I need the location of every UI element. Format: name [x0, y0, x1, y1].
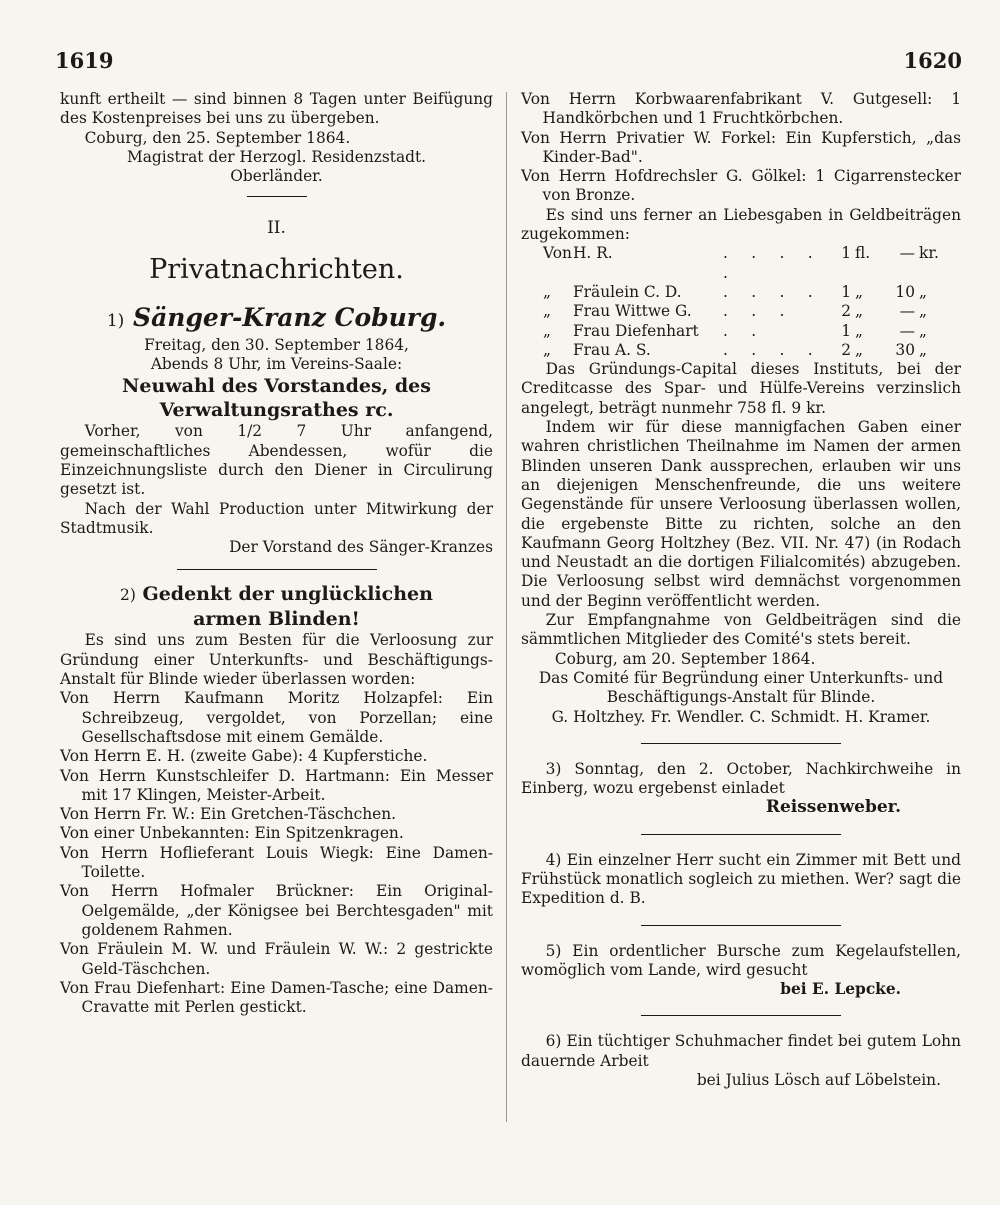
donation-dots: . .	[723, 321, 766, 340]
donation-kr: —	[899, 321, 915, 340]
left-column	[60, 90, 493, 1017]
section-title: Privatnachrichten.	[149, 253, 404, 285]
thanks-text: Indem wir für diese mannigfachen Gaben einer wahren christlichen Theilnahme im Namen der armen Blinden unseren Dank aussprechen, erlauben wir uns an diejenigen Menschenfreunde, die uns weitere Gegenstände für unsere Verloosung überlassen wollen, die ergebenste Bitte zu richten, solche an den Kaufmann Georg Holtzhey (Bez. VII. Nr. 47) (in Rodach und Neustadt an die dortigen Filialcomités) abzugeben. Die Verloosung selbst wird demnächst vorgenommen und der Beginn veröffentlicht werden.	[521, 418, 961, 610]
list-item: Von Herrn Fr. W.: Ein Gretchen-Täschchen.	[60, 805, 397, 824]
divider	[641, 834, 841, 835]
donation-kr-unit: „	[919, 302, 927, 321]
donation-name: Fräulein C. D.	[573, 282, 682, 301]
ad-text: Nach der Wahl Production unter Mitwirkung der Stadtmusik.	[60, 499, 493, 537]
notice-signature: Oberländer.	[230, 167, 323, 186]
short-divider	[247, 196, 307, 197]
column-divider	[506, 92, 507, 1122]
ad-text: 6) Ein tüchtiger Schuhmacher findet bei gutem Lohn dauernde Arbeit	[521, 1032, 961, 1070]
ad-signature: Der Vorstand des Sänger-Kranzes	[229, 538, 493, 557]
list-item: Von Herrn Kunstschleifer D. Hartmann: Ein Messer mit 17 Klingen, Meister-Arbeit.	[60, 766, 493, 804]
donation-dots: . . . .	[723, 282, 822, 301]
committee-name: Das Comité für Begründung einer Unterkunfts- und Beschäftigungs-Anstalt für Blinde.	[538, 668, 944, 707]
donation-row	[543, 302, 947, 321]
donation-name: Frau Wittwe G.	[573, 302, 692, 321]
ad-text: Vorher, von 1/2 7 Uhr anfangend, gemeinschaftliches Abendessen, wofür die Einzeichnungsliste durch den Diener in Circulirung gesetzt ist.	[60, 422, 493, 499]
donation-fl-unit: „	[855, 282, 863, 301]
notice-authority: Magistrat der Herzogl. Residenzstadt.	[126, 147, 427, 166]
donation-dots: . . . .	[723, 340, 822, 359]
ad-headline: armen Blinden!	[193, 608, 360, 631]
page-number-right: 1620	[903, 48, 962, 73]
ad-text: 5) Ein ordentlicher Bursche zum Kegelaufstellen, womöglich vom Lande, wird gesucht	[521, 941, 961, 979]
donation-name: H. R.	[573, 244, 613, 263]
donation-kr: 30	[895, 340, 915, 359]
ad-signature: bei Julius Lösch auf Löbelstein.	[696, 1071, 941, 1090]
divider	[177, 569, 377, 570]
donation-row	[543, 244, 947, 283]
donation-fl: 2	[841, 340, 851, 359]
donation-fl: 1	[841, 282, 851, 301]
ad-title: Sänger-Kranz Coburg.	[133, 302, 447, 332]
list-item: Von einer Unbekannten: Ein Spitzenkragen.	[60, 824, 404, 843]
donation-prefix: „	[543, 302, 551, 321]
donation-kr: —	[899, 302, 915, 321]
list-item: Von Herrn Privatier W. Forkel: Ein Kupferstich, „das Kinder-Bad".	[521, 128, 961, 166]
section-number: II.	[267, 218, 286, 239]
donation-prefix: Von	[543, 244, 572, 263]
list-item: Von Herrn Hofdrechsler G. Gölkel: 1 Cigarrenstecker von Bronze.	[521, 167, 961, 205]
donation-kr-unit: „	[919, 321, 927, 340]
donation-kr: 10	[895, 282, 915, 301]
notice-continuation: kunft ertheilt — sind binnen 8 Tagen unter Beifügung des Kostenpreises bei uns zu übergeben.	[60, 90, 493, 128]
ad-kegelaufsteller	[521, 942, 961, 1000]
list-item: Von Herrn Hoflieferant Louis Wiegk: Eine Damen-Toilette.	[60, 843, 493, 882]
ad-signature: bei E. Lepcke.	[780, 980, 901, 999]
ad-text: 3) Sonntag, den 2. October, Nachkirchweihe in Einberg, wozu ergebenst einladet	[521, 759, 961, 798]
ad-text: 4) Ein einzelner Herr sucht ein Zimmer mit Bett und Frühstück monatlich sogleich zu miethen. Wer? sagt die Expedition d. B.	[521, 850, 961, 908]
list-item: Von Herrn Hofmaler Brückner: Ein Original-Oelgemälde, „der Königsee bei Berchtesgaden" mit goldenem Rahmen.	[60, 882, 493, 939]
list-item: Von Fräulein M. W. und Fräulein W. W.: 2 gestrickte Geld-Täschchen.	[60, 940, 493, 978]
ad-headline: Neuwahl des Vorstandes, des Verwaltungsrathes rc.	[122, 375, 431, 422]
ad-zimmer	[521, 851, 961, 909]
committee-signatories: G. Holtzhey. Fr. Wendler. C. Schmidt. H. Kramer.	[551, 707, 931, 726]
right-column	[521, 90, 961, 1090]
capital-text: Das Gründungs-Capital dieses Instituts, bei der Creditcasse des Spar- und Hülfe-Vereins verzinslich angelegt, beträgt nunmehr 758 fl. 9 kr.	[521, 360, 961, 417]
donation-dots: . . .	[723, 302, 794, 321]
donation-prefix: „	[543, 321, 551, 340]
donation-kr: —	[899, 244, 915, 263]
donation-table	[543, 244, 947, 360]
donation-name: Frau Diefenhart	[573, 321, 699, 340]
ad-date-line: Freitag, den 30. September 1864,	[144, 335, 409, 354]
ad-saengerkranz	[60, 303, 493, 558]
donation-fl-unit: „	[855, 321, 863, 340]
donation-dots: . . . . .	[723, 244, 822, 282]
page-number-left: 1619	[55, 48, 114, 73]
donation-kr-unit: kr.	[919, 244, 939, 263]
receipt-text: Zur Empfangnahme von Geldbeiträgen sind die sämmtlichen Mitglieder des Comité's stets bereit.	[521, 611, 961, 649]
list-item: Von Frau Diefenhart: Eine Damen-Tasche; eine Damen-Cravatte mit Perlen gestickt.	[60, 978, 493, 1017]
notice-dateline: Coburg, den 25. September 1864.	[84, 128, 351, 147]
donation-fl-unit: fl.	[855, 244, 871, 263]
donation-name: Frau A. S.	[573, 340, 651, 359]
donation-prefix: „	[543, 340, 551, 359]
list-item: Von Herrn E. H. (zweite Gabe): 4 Kupferstiche.	[60, 747, 428, 766]
donation-prefix: „	[543, 282, 551, 301]
donation-fl: 2	[841, 302, 851, 321]
divider	[641, 743, 841, 744]
donation-row	[543, 283, 947, 302]
ad-signature: Reissenweber.	[765, 797, 901, 818]
ad-number: 2)	[120, 586, 136, 605]
donation-fl-unit: „	[855, 302, 863, 321]
donation-fl: 1	[841, 321, 851, 340]
donation-row	[543, 322, 947, 341]
donation-kr-unit: „	[919, 340, 927, 359]
donation-kr-unit: „	[919, 282, 927, 301]
money-intro: Es sind uns ferner an Liebesgaben in Geldbeiträgen zugekommen:	[521, 205, 961, 244]
list-item: Von Herrn Korbwaarenfabrikant V. Gutgesell: 1 Handkörbchen und 1 Fruchtkörbchen.	[521, 90, 961, 128]
divider	[641, 1015, 841, 1016]
ad-intro: Es sind uns zum Besten für die Verloosung zur Gründung einer Unterkunfts- und Beschäftigungs-Anstalt für Blinde wieder überlassen worden:	[60, 631, 493, 689]
list-item: Von Herrn Kaufmann Moritz Holzapfel: Ein Schreibzeug, vergoldet, von Porzellan; eine Gesellschaftsdose mit einem Gemälde.	[60, 689, 493, 746]
divider	[641, 925, 841, 926]
donation-fl: 1	[841, 244, 851, 263]
ad-time-line: Abends 8 Uhr, im Vereins-Saale:	[150, 355, 403, 374]
ad-nachkirchweihe	[521, 760, 961, 818]
ad-blinde	[60, 582, 493, 1017]
ad-headline: Gedenkt der unglücklichen	[142, 583, 433, 606]
donation-row	[543, 341, 947, 360]
ad-schuhmacher	[521, 1032, 961, 1090]
ad-number: 1)	[106, 310, 125, 331]
donation-fl-unit: „	[855, 340, 863, 359]
dateline: Coburg, am 20. September 1864.	[554, 649, 816, 668]
